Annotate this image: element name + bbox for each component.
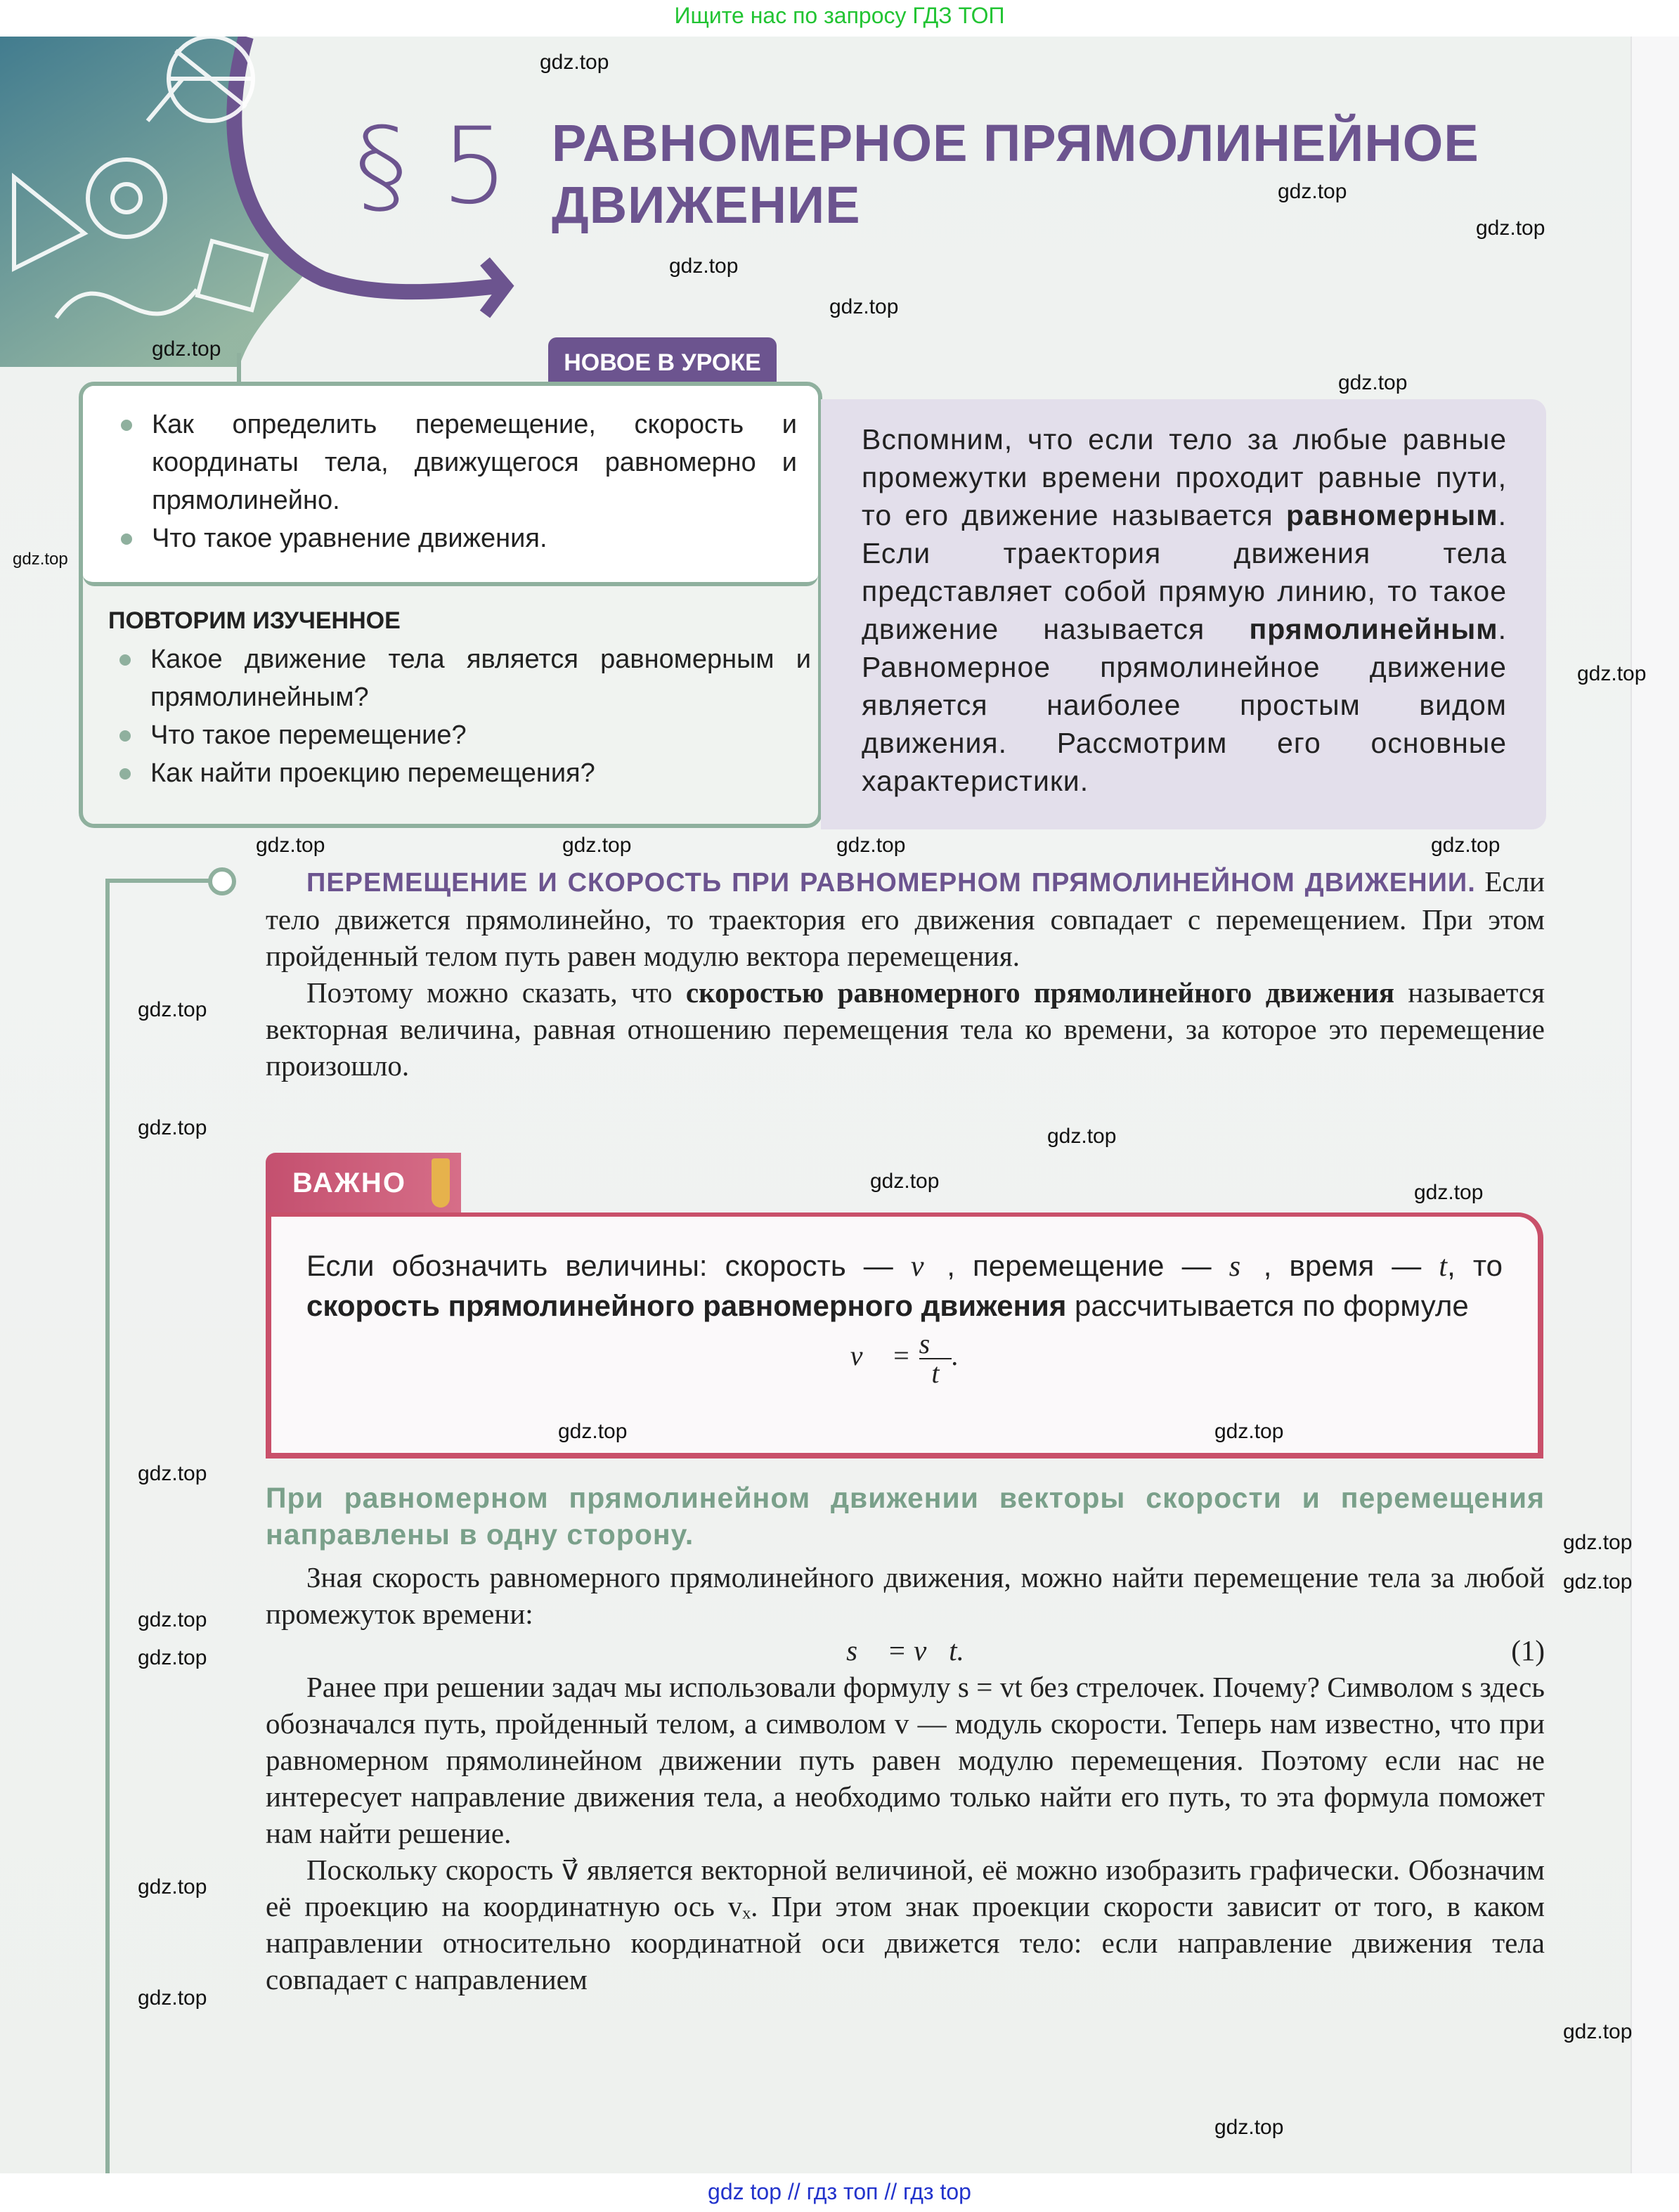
- page-title: [552, 112, 1479, 236]
- paragraph: Ранее при решении задач мы использовали формулу s = vt без стрелочек. Почему? Символом s здесь обозначался путь, пройденный телом, а символом v — модуль скорости. Теперь нам известно, что при равномерном прямолинейном движении путь равен модулю перемещения. Поэтому если нас не интересует направление движения тела, а необходимо только найти его путь, то эта формула поможет нам найти решение.: [266, 1671, 1545, 1849]
- footer-links: gdz top // гдз топ // гдз top: [0, 2173, 1679, 2212]
- recall-box: [821, 399, 1546, 829]
- watermark: gdz.top: [1414, 1181, 1484, 1204]
- text: , время —: [1263, 1249, 1439, 1282]
- symbol: s⃗: [1229, 1250, 1264, 1283]
- formula-lhs: v⃗ =: [850, 1340, 911, 1372]
- watermark: gdz.top: [836, 834, 906, 857]
- title-line: РАВНОМЕРНОЕ ПРЯМОЛИНЕЙНОЕ: [552, 114, 1479, 172]
- list-item: Что такое уравнение движения.: [118, 519, 797, 557]
- text: . Если траектория движения тела представляет собой прямую линию, то такое движение называется: [862, 499, 1507, 645]
- watermark: gdz.top: [1476, 216, 1545, 240]
- paragraph: Зная скорость равномерного прямолинейного движения, можно найти перемещение тела за любой промежуток времени:: [266, 1561, 1545, 1630]
- list-item: Как определить перемещение, скорость и координаты тела, движущегося равномерно и прямолинейно.: [118, 406, 797, 519]
- watermark: gdz.top: [152, 337, 221, 361]
- watermark: gdz.top: [138, 1986, 207, 2010]
- text: . Равномерное прямолинейное движение является наиболее простым видом движения. Рассмотрим его основные характеристики.: [862, 613, 1507, 797]
- repeat-title: ПОВТОРИМ ИЗУЧЕННОЕ: [108, 607, 401, 634]
- paragraph: Если тело движется прямолинейно, то траектория его движения совпадает с перемещением. При этом пройденный телом путь равен модулю вектора перемещения.: [266, 865, 1545, 972]
- watermark: gdz.top: [138, 1646, 207, 1669]
- important-label: ВАЖНО: [292, 1168, 406, 1198]
- term: скорость прямолинейного равномерного движения: [306, 1289, 1067, 1322]
- page-edge: [1631, 37, 1679, 2173]
- section-displacement-velocity: [266, 863, 1545, 1084]
- formula: s⃗ = v⃗t.: [846, 1634, 964, 1667]
- list-item: Что такое перемещение?: [108, 716, 811, 754]
- list-item: Как найти проекцию перемещения?: [108, 754, 811, 792]
- symbol: v⃗: [910, 1250, 947, 1283]
- watermark: gdz.top: [1431, 834, 1500, 857]
- text: , то: [1447, 1249, 1503, 1282]
- timeline-branch: [105, 879, 211, 883]
- repeat-section: [108, 607, 811, 792]
- term: скоростью равномерного прямолинейного движения: [685, 976, 1395, 1009]
- pencil-icon: [432, 1158, 450, 1208]
- watermark: gdz.top: [870, 1170, 940, 1193]
- watermark: gdz.top: [1563, 1570, 1633, 1593]
- watermark: gdz.top: [558, 1420, 628, 1443]
- watermark: gdz.top: [1047, 1125, 1117, 1148]
- displacement-formula: [266, 1632, 1545, 1669]
- watermark: gdz.top: [138, 1608, 207, 1631]
- watermark: gdz.top: [1338, 371, 1408, 394]
- text: Вспомним, что если тело за любые равные промежутки времени проходит равные пути, то его движение называется: [862, 423, 1507, 531]
- section-heading: ПЕРЕМЕЩЕНИЕ И СКОРОСТЬ ПРИ РАВНОМЕРНОМ ПРЯМОЛИНЕЙНОМ ДВИЖЕНИИ.: [306, 868, 1476, 898]
- lesson-overview-box: [79, 382, 822, 828]
- title-line: ДВИЖЕНИЕ: [552, 176, 861, 234]
- section-displacement-formula: [266, 1559, 1545, 1998]
- text: называется векторная величина, равная отношению перемещения тела ко времени, за которое это перемещение произошло.: [266, 976, 1545, 1082]
- watermark: gdz.top: [540, 51, 609, 74]
- watermark: gdz.top: [562, 834, 632, 857]
- watermark: gdz.top: [138, 1462, 207, 1485]
- new-in-lesson-tab: НОВОЕ В УРОКЕ: [548, 337, 777, 384]
- watermark: gdz.top: [1563, 1531, 1633, 1554]
- watermark: gdz.top: [256, 834, 325, 857]
- symbol: t: [1439, 1250, 1448, 1283]
- numerator: s⃗: [919, 1328, 952, 1359]
- watermark: gdz.top: [13, 550, 68, 569]
- watermark: gdz.top: [829, 295, 899, 318]
- list-item: Какое движение тела является равномерным и прямолинейным?: [108, 640, 811, 716]
- new-in-lesson-list: [83, 386, 818, 586]
- watermark: gdz.top: [1214, 2116, 1284, 2139]
- watermark: gdz.top: [669, 254, 739, 278]
- watermark: gdz.top: [1214, 1420, 1284, 1443]
- paragraph: Поскольку скорость v⃗ является векторной величиной, её можно изобразить графически. Обозначим её проекцию на координатную ось vₓ. При этом знак проекции скорости зависит от того, в каком направлении относительно координатной оси движется тело: если направление движения тела совпадает с направлением: [266, 1854, 1545, 1996]
- watermark: gdz.top: [1577, 662, 1647, 685]
- term: прямолинейным: [1249, 613, 1498, 645]
- important-box: [266, 1212, 1543, 1459]
- watermark: gdz.top: [1563, 2020, 1633, 2043]
- text: рассчитывается по формуле: [1066, 1289, 1469, 1322]
- watermark: gdz.top: [1278, 180, 1347, 203]
- denominator: t: [931, 1357, 940, 1389]
- timeline-node-icon: [208, 867, 236, 895]
- watermark: gdz.top: [138, 998, 207, 1021]
- paragraph-number: § 5: [355, 105, 509, 228]
- timeline-line: [105, 879, 110, 2173]
- watermark: gdz.top: [138, 1875, 207, 1899]
- text: , перемещение —: [947, 1249, 1229, 1282]
- key-statement: При равномерном прямолинейном движении векторы скорости и перемещения направлены в одну сторону.: [266, 1482, 1545, 1551]
- text: Поэтому можно сказать, что: [306, 976, 686, 1009]
- watermark: gdz.top: [138, 1116, 207, 1139]
- search-banner: Ищите нас по запросу ГДЗ ТОП: [0, 0, 1679, 37]
- term: равномерным: [1285, 499, 1498, 531]
- text: Если обозначить величины: скорость —: [306, 1249, 911, 1282]
- formula-number: (1): [1511, 1634, 1545, 1667]
- important-text: [306, 1246, 1503, 1326]
- important-tab: [266, 1153, 461, 1213]
- velocity-formula: v⃗ = $\frac{s⃗}{t}$ .: [850, 1328, 959, 1389]
